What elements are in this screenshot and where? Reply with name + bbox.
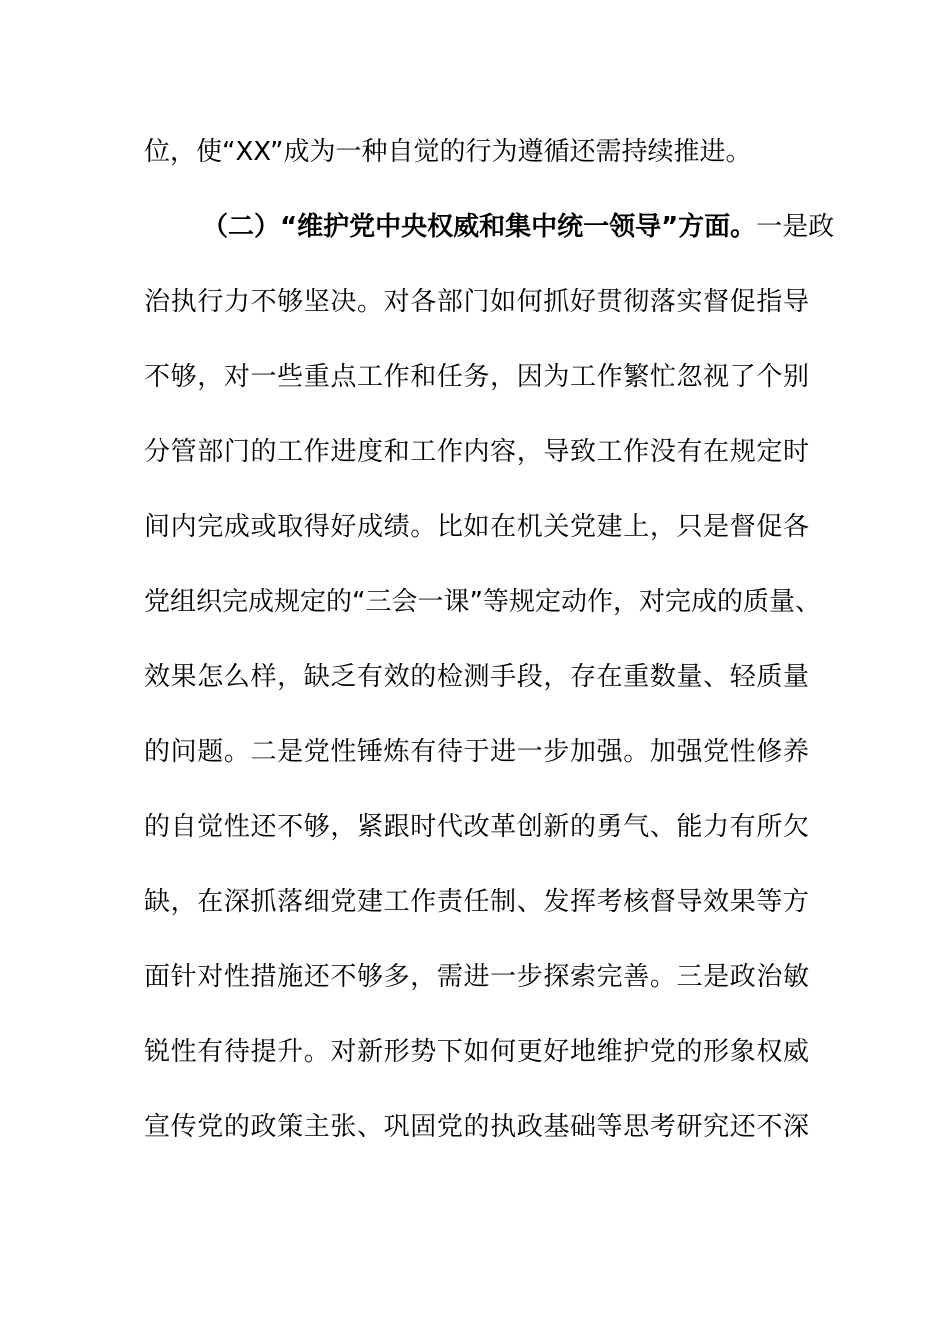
paragraph-line: 党组织完成规定的“三会一课”等规定动作，对完成的质量、 bbox=[144, 587, 821, 617]
paragraph-line: 不够，对一些重点工作和任务，因为工作繁忙忽视了个别 bbox=[144, 362, 809, 392]
paragraph-line: 宣传党的政策主张、巩固党的执政基础等思考研究还不深 bbox=[144, 1112, 809, 1142]
section-heading-line bbox=[144, 203, 835, 278]
paragraph-line: 位，使“XX”成为一种自觉的行为遵循还需持续推进。 bbox=[144, 137, 752, 167]
paragraph-line: 间内完成或取得好成绩。比如在机关党建上，只是督促各 bbox=[144, 512, 809, 542]
paragraph-line: 的问题。二是党性锤炼有待于进一步加强。加强党性修养 bbox=[144, 737, 809, 767]
paragraph-line: 效果怎么样，缺乏有效的检测手段，存在重数量、轻质量 bbox=[144, 662, 809, 692]
paragraph-line: 缺，在深抓落细党建工作责任制、发挥考核督导效果等方 bbox=[144, 887, 809, 917]
heading-continuation: 一是政 bbox=[756, 212, 835, 242]
paragraph-line: 分管部门的工作进度和工作内容，导致工作没有在规定时 bbox=[144, 437, 809, 467]
paragraph-line: 面针对性措施还不够多，需进一步探索完善。三是政治敏 bbox=[144, 962, 809, 992]
paragraph-line: 锐性有待提升。对新形势下如何更好地维护党的形象权威 bbox=[144, 1037, 809, 1067]
paragraph-line: 的自觉性还不够，紧跟时代改革创新的勇气、能力有所欠 bbox=[144, 812, 809, 842]
document-body bbox=[144, 128, 835, 1178]
paragraph-line: 治执行力不够坚决。对各部门如何抓好贯彻落实督促指导 bbox=[144, 287, 809, 317]
section-heading: （二）“维护党中央权威和集中统一领导”方面。 bbox=[202, 212, 757, 242]
